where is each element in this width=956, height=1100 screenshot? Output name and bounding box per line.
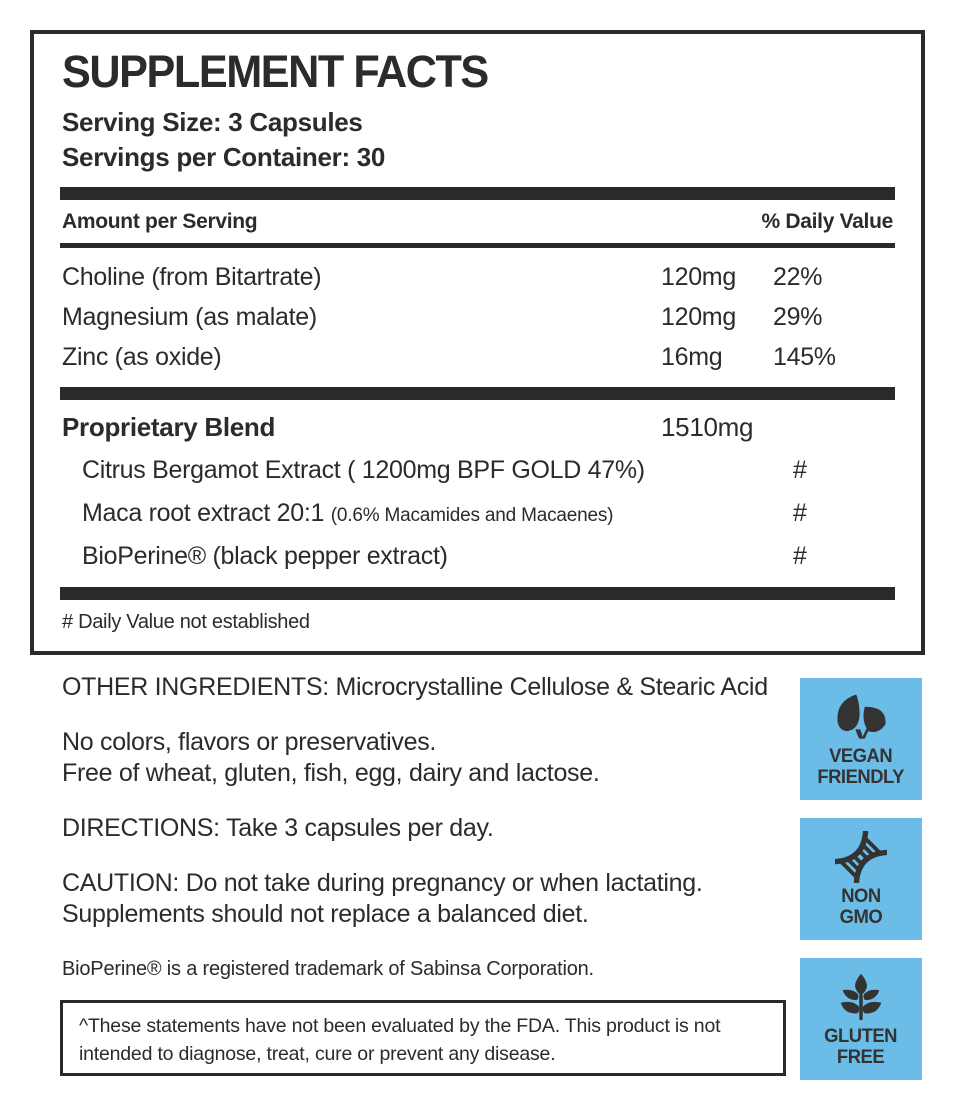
column-amount-per-serving: Amount per Serving xyxy=(62,210,258,234)
table-row xyxy=(62,400,893,450)
non-gmo-badge xyxy=(800,818,922,940)
table-row xyxy=(62,337,893,377)
directions: DIRECTIONS: Take 3 capsules per day. xyxy=(62,814,494,842)
nutrient-amount: 120mg xyxy=(661,303,736,332)
additional-info xyxy=(62,672,792,985)
nutrient-name: Zinc (as oxide) xyxy=(62,343,222,372)
serving-size: Serving Size: 3 Capsules xyxy=(62,107,363,138)
trademark-note: BioPerine® is a registered trademark of Sabinsa Corporation. xyxy=(62,958,594,980)
badge-label: VEGAN FRIENDLY xyxy=(817,746,905,788)
wheat-icon xyxy=(834,972,888,1022)
vegan-friendly-badge xyxy=(800,678,922,800)
nutrient-dv: 22% xyxy=(773,263,823,292)
blend-ingredient-name: BioPerine® (black pepper extract) xyxy=(82,542,448,571)
blend-name: Proprietary Blend xyxy=(62,412,276,443)
leaves-icon xyxy=(831,692,891,742)
nutrient-rows xyxy=(62,248,893,387)
panel-title: SUPPLEMENT FACTS xyxy=(62,46,488,97)
supplement-facts-panel xyxy=(30,30,925,655)
nutrient-dv: 145% xyxy=(773,343,836,372)
blend-amount: 1510mg xyxy=(661,412,754,443)
nutrient-dv: 29% xyxy=(773,303,823,332)
certification-badges xyxy=(800,678,922,1080)
table-row xyxy=(62,493,893,536)
table-row xyxy=(62,536,893,579)
nutrient-amount: 16mg xyxy=(661,343,723,372)
divider-bar xyxy=(60,587,895,600)
fda-line-2: intended to diagnose, treat, cure or prevent any disease. xyxy=(79,1043,556,1065)
column-daily-value: % Daily Value xyxy=(761,210,893,234)
allergen-info xyxy=(62,727,792,789)
caution-line-2: Supplements should not replace a balanced diet. xyxy=(62,900,589,928)
divider-bar xyxy=(60,187,895,200)
blend-ingredient-name: Maca root extract 20:1 (0.6% Macamides and Macaenes) xyxy=(82,499,614,528)
proprietary-blend-section xyxy=(62,400,893,587)
table-row xyxy=(62,450,893,493)
badge-label: NON GMO xyxy=(839,886,883,928)
fda-line-1: ^These statements have not been evaluated by the FDA. This product is not xyxy=(79,1015,721,1037)
dna-icon xyxy=(835,832,887,882)
caution xyxy=(62,868,792,930)
blend-ingredient-name: Citrus Bergamot Extract ( 1200mg BPF GOLD 47%) xyxy=(82,456,645,485)
free-of-line: Free of wheat, gluten, fish, egg, dairy and lactose. xyxy=(62,759,600,787)
fda-disclaimer-box xyxy=(60,1000,786,1076)
no-colors-line: No colors, flavors or preservatives. xyxy=(62,728,437,756)
table-header xyxy=(62,200,893,243)
table-row xyxy=(62,257,893,297)
table-row xyxy=(62,297,893,337)
nutrient-name: Magnesium (as malate) xyxy=(62,303,317,332)
nutrient-name: Choline (from Bitartrate) xyxy=(62,263,322,292)
blend-ingredient-dv: # xyxy=(793,542,807,571)
other-ingredients: OTHER INGREDIENTS: Microcrystalline Cellulose & Stearic Acid xyxy=(62,673,768,701)
gluten-free-badge xyxy=(800,958,922,1080)
badge-label: GLUTEN FREE xyxy=(824,1026,898,1068)
nutrient-amount: 120mg xyxy=(661,263,736,292)
blend-ingredient-dv: # xyxy=(793,499,807,528)
caution-line-1: CAUTION: Do not take during pregnancy or when lactating. xyxy=(62,869,703,897)
blend-ingredient-dv: # xyxy=(793,456,807,485)
daily-value-footnote: # Daily Value not established xyxy=(62,611,310,634)
servings-per-container: Servings per Container: 30 xyxy=(62,142,386,173)
divider-bar xyxy=(60,387,895,400)
